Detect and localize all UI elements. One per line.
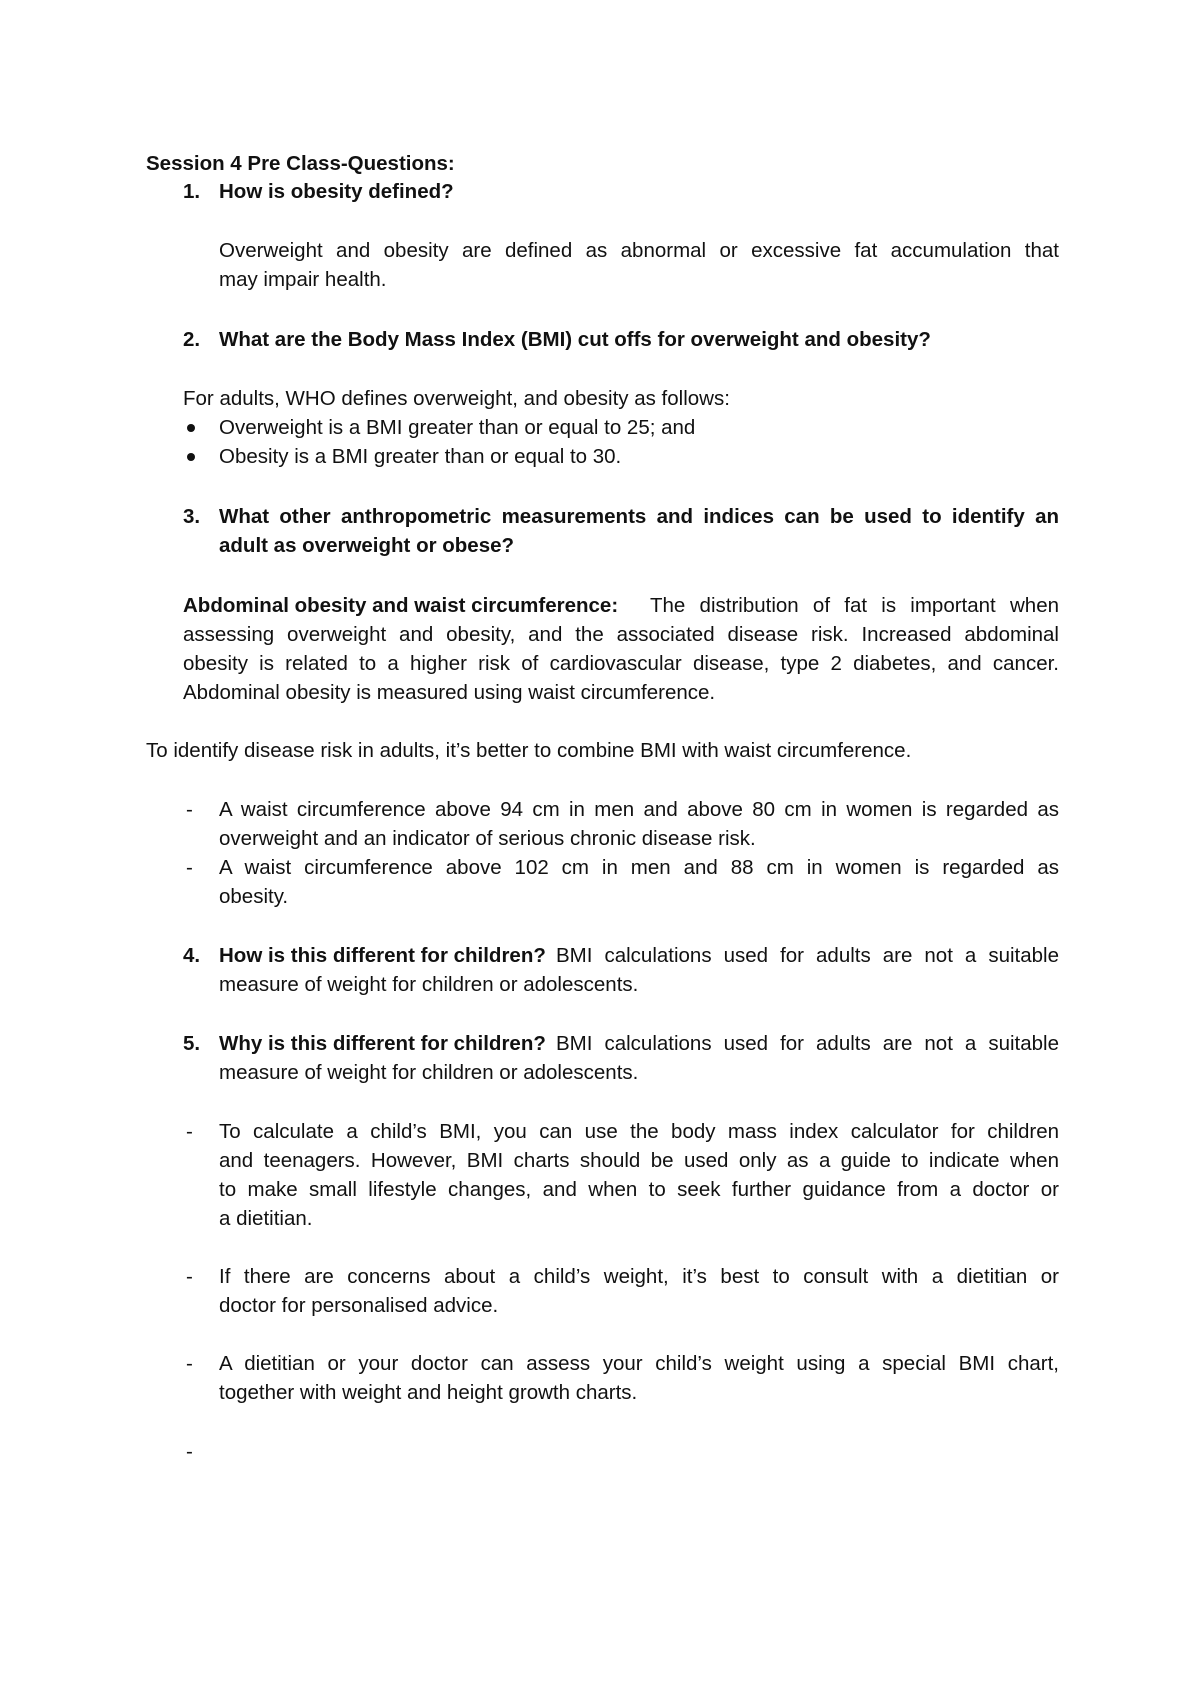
dash-item-line: A waist circumference above 94 cm in men and above 80 cm in women is regarded as [219, 798, 1059, 821]
waist-text-line: assessing overweight and obesity, and the associated disease risk. Increased abdominal [183, 623, 1059, 646]
waist-text-line: Abdominal obesity is measured using waist circumference. [183, 681, 716, 704]
dash-item-line: together with weight and height growth charts. [219, 1381, 638, 1404]
answer-intro: For adults, WHO defines overweight, and obesity as follows: [183, 387, 730, 410]
dash-marker: - [186, 1352, 193, 1375]
trailing-dash-marker: - [186, 1440, 193, 1463]
answer-line: BMI calculations used for adults are not a suitable [556, 944, 1059, 967]
question-text: How is obesity defined? [219, 180, 454, 203]
answer-line: Overweight and obesity are defined as abnormal or excessive fat accumulation that [219, 239, 1059, 262]
question-text: Why is this different for children? [219, 1032, 546, 1055]
dash-item-line: If there are concerns about a child’s weight, it’s best to consult with a dietitian or [219, 1265, 1059, 1288]
answer-line: may impair health. [219, 268, 387, 291]
waist-heading: Abdominal obesity and waist circumference: [183, 594, 619, 617]
question-text: How is this different for children? [219, 944, 546, 967]
bullet-item: Obesity is a BMI greater than or equal to 30. [219, 445, 622, 468]
dash-item-line: A dietitian or your doctor can assess your child’s weight using a special BMI chart, [219, 1352, 1059, 1375]
question-text: adult as overweight or obese? [219, 534, 515, 557]
dash-item-line: overweight and an indicator of serious chronic disease risk. [219, 827, 756, 850]
dash-item-line: doctor for personalised advice. [219, 1294, 499, 1317]
question-number: 5. [183, 1032, 201, 1055]
dash-marker: - [186, 856, 193, 879]
dash-item-line: and teenagers. However, BMI charts should be used only as a guide to indicate when [219, 1149, 1059, 1172]
dash-item-line: obesity. [219, 885, 289, 908]
answer-line: measure of weight for children or adolescents. [219, 973, 639, 996]
bullet-item: Overweight is a BMI greater than or equal to 25; and [219, 416, 696, 439]
dash-marker: - [186, 798, 193, 821]
question-text: What other anthropometric measurements and indices can be used to identify an [219, 505, 1059, 528]
dash-marker: - [186, 1265, 193, 1288]
question-text: What are the Body Mass Index (BMI) cut offs for overweight and obesity? [219, 328, 931, 351]
question-number: 3. [183, 505, 201, 528]
bullet-marker [187, 453, 195, 461]
dash-marker: - [186, 1120, 193, 1143]
dash-item-line: to make small lifestyle changes, and when to seek further guidance from a doctor or [219, 1178, 1059, 1201]
bullet-marker [187, 424, 195, 432]
question-number: 1. [183, 180, 201, 203]
combine-text: To identify disease risk in adults, it’s better to combine BMI with waist circumference. [146, 739, 912, 762]
question-number: 2. [183, 328, 201, 351]
dash-item-line: a dietitian. [219, 1207, 313, 1230]
answer-line: BMI calculations used for adults are not a suitable [556, 1032, 1059, 1055]
document-title: Session 4 Pre Class-Questions: [146, 152, 455, 175]
waist-text-line: obesity is related to a higher risk of cardiovascular disease, type 2 diabetes, and cancer. [183, 652, 1059, 675]
answer-line: measure of weight for children or adolescents. [219, 1061, 639, 1084]
dash-item-line: A waist circumference above 102 cm in men and 88 cm in women is regarded as [219, 856, 1059, 879]
waist-text-line: The distribution of fat is important when [650, 594, 1059, 617]
question-number: 4. [183, 944, 201, 967]
dash-item-line: To calculate a child’s BMI, you can use the body mass index calculator for children [219, 1120, 1059, 1143]
